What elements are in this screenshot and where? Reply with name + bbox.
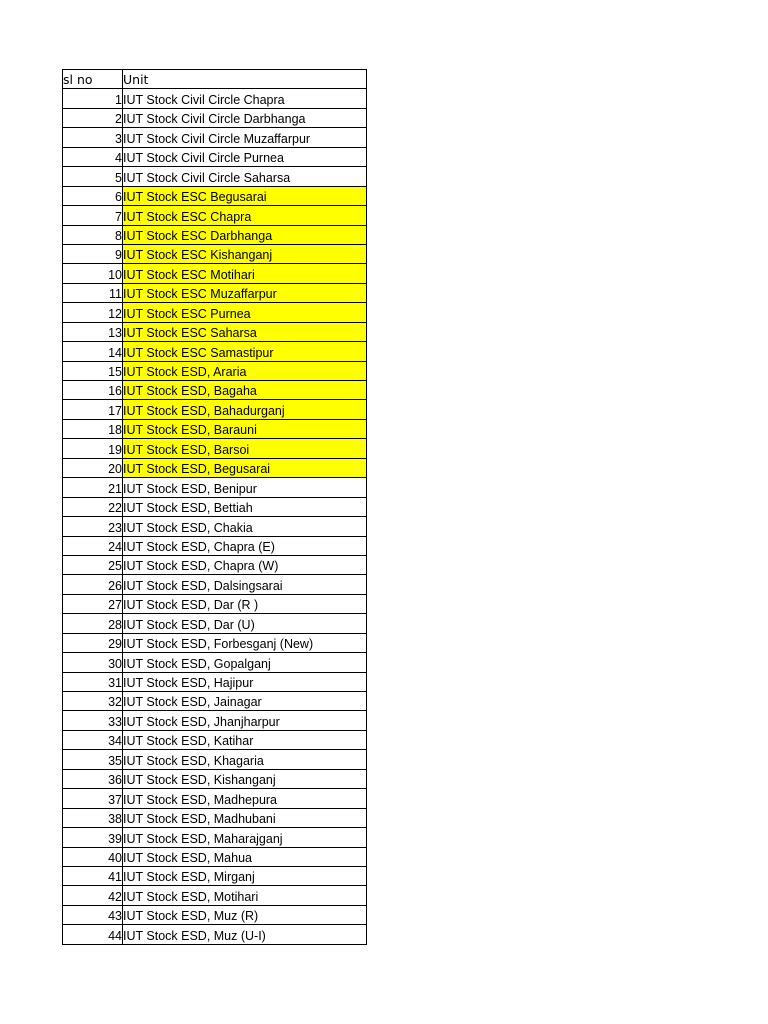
cell-unit: IUT Stock ESD, Khagaria bbox=[123, 750, 367, 769]
cell-unit: IUT Stock ESD, Mirganj bbox=[123, 866, 367, 885]
cell-unit: IUT Stock ESD, Forbesganj (New) bbox=[123, 633, 367, 652]
cell-sl-no: 22 bbox=[63, 497, 123, 516]
cell-unit: IUT Stock ESC Purnea bbox=[123, 303, 367, 322]
cell-unit: IUT Stock ESD, Araria bbox=[123, 361, 367, 380]
cell-unit: IUT Stock ESD, Barauni bbox=[123, 419, 367, 438]
table-row bbox=[63, 517, 367, 536]
cell-unit: IUT Stock ESD, Hajipur bbox=[123, 672, 367, 691]
cell-sl-no: 44 bbox=[63, 925, 123, 944]
header-unit: Unit bbox=[123, 70, 367, 89]
table-row bbox=[63, 536, 367, 555]
table-row bbox=[63, 439, 367, 458]
table-row bbox=[63, 711, 367, 730]
header-row bbox=[63, 70, 367, 89]
cell-sl-no: 10 bbox=[63, 264, 123, 283]
cell-unit: IUT Stock ESC Kishanganj bbox=[123, 244, 367, 263]
table-row bbox=[63, 808, 367, 827]
cell-sl-no: 8 bbox=[63, 225, 123, 244]
cell-unit: IUT Stock ESD, Jainagar bbox=[123, 692, 367, 711]
table-row bbox=[63, 108, 367, 127]
table-row bbox=[63, 633, 367, 652]
table-row bbox=[63, 789, 367, 808]
cell-unit: IUT Stock ESD, Chapra (W) bbox=[123, 555, 367, 574]
cell-sl-no: 28 bbox=[63, 614, 123, 633]
table-row bbox=[63, 400, 367, 419]
cell-sl-no: 17 bbox=[63, 400, 123, 419]
cell-unit: IUT Stock ESC Muzaffarpur bbox=[123, 283, 367, 302]
cell-unit: IUT Stock ESD, Muz (U-I) bbox=[123, 925, 367, 944]
cell-sl-no: 37 bbox=[63, 789, 123, 808]
table-row bbox=[63, 866, 367, 885]
cell-sl-no: 4 bbox=[63, 147, 123, 166]
cell-sl-no: 9 bbox=[63, 244, 123, 263]
table-row bbox=[63, 672, 367, 691]
table-row bbox=[63, 381, 367, 400]
cell-sl-no: 20 bbox=[63, 458, 123, 477]
cell-unit: IUT Stock ESD, Maharajganj bbox=[123, 828, 367, 847]
cell-unit: IUT Stock ESC Motihari bbox=[123, 264, 367, 283]
cell-unit: IUT Stock ESD, Chapra (E) bbox=[123, 536, 367, 555]
cell-unit: IUT Stock ESD, Mahua bbox=[123, 847, 367, 866]
header-sl-no: sl no bbox=[63, 70, 123, 89]
cell-sl-no: 12 bbox=[63, 303, 123, 322]
table-row bbox=[63, 555, 367, 574]
cell-unit: IUT Stock ESD, Begusarai bbox=[123, 458, 367, 477]
table-row bbox=[63, 361, 367, 380]
cell-unit: IUT Stock ESD, Katihar bbox=[123, 730, 367, 749]
table-row bbox=[63, 828, 367, 847]
cell-unit: IUT Stock Civil Circle Chapra bbox=[123, 89, 367, 108]
cell-sl-no: 16 bbox=[63, 381, 123, 400]
cell-sl-no: 19 bbox=[63, 439, 123, 458]
unit-table bbox=[62, 69, 367, 945]
cell-sl-no: 41 bbox=[63, 866, 123, 885]
cell-unit: IUT Stock ESD, Benipur bbox=[123, 478, 367, 497]
cell-unit: IUT Stock ESC Saharsa bbox=[123, 322, 367, 341]
cell-unit: IUT Stock ESD, Madhubani bbox=[123, 808, 367, 827]
cell-unit: IUT Stock ESD, Bagaha bbox=[123, 381, 367, 400]
cell-sl-no: 13 bbox=[63, 322, 123, 341]
cell-sl-no: 39 bbox=[63, 828, 123, 847]
cell-unit: IUT Stock ESD, Dar (U) bbox=[123, 614, 367, 633]
cell-unit: IUT Stock Civil Circle Muzaffarpur bbox=[123, 128, 367, 147]
cell-unit: IUT Stock ESD, Chakia bbox=[123, 517, 367, 536]
cell-sl-no: 40 bbox=[63, 847, 123, 866]
cell-sl-no: 23 bbox=[63, 517, 123, 536]
cell-sl-no: 1 bbox=[63, 89, 123, 108]
table-row bbox=[63, 847, 367, 866]
cell-sl-no: 11 bbox=[63, 283, 123, 302]
cell-unit: IUT Stock ESD, Muz (R) bbox=[123, 905, 367, 924]
cell-sl-no: 2 bbox=[63, 108, 123, 127]
cell-sl-no: 35 bbox=[63, 750, 123, 769]
cell-sl-no: 26 bbox=[63, 575, 123, 594]
cell-sl-no: 6 bbox=[63, 186, 123, 205]
table-row bbox=[63, 89, 367, 108]
table-row bbox=[63, 128, 367, 147]
table-row bbox=[63, 886, 367, 905]
cell-sl-no: 5 bbox=[63, 167, 123, 186]
cell-unit: IUT Stock ESD, Dar (R ) bbox=[123, 594, 367, 613]
cell-sl-no: 14 bbox=[63, 342, 123, 361]
cell-sl-no: 24 bbox=[63, 536, 123, 555]
table-row bbox=[63, 614, 367, 633]
cell-unit: IUT Stock ESD, Jhanjharpur bbox=[123, 711, 367, 730]
table-row bbox=[63, 206, 367, 225]
cell-sl-no: 36 bbox=[63, 769, 123, 788]
table-row bbox=[63, 186, 367, 205]
cell-sl-no: 33 bbox=[63, 711, 123, 730]
cell-sl-no: 43 bbox=[63, 905, 123, 924]
table-row bbox=[63, 769, 367, 788]
table-row bbox=[63, 167, 367, 186]
cell-sl-no: 3 bbox=[63, 128, 123, 147]
cell-unit: IUT Stock ESC Begusarai bbox=[123, 186, 367, 205]
cell-unit: IUT Stock ESC Darbhanga bbox=[123, 225, 367, 244]
cell-sl-no: 25 bbox=[63, 555, 123, 574]
cell-sl-no: 32 bbox=[63, 692, 123, 711]
cell-unit: IUT Stock ESD, Motihari bbox=[123, 886, 367, 905]
table-row bbox=[63, 478, 367, 497]
cell-sl-no: 38 bbox=[63, 808, 123, 827]
cell-sl-no: 7 bbox=[63, 206, 123, 225]
cell-sl-no: 18 bbox=[63, 419, 123, 438]
cell-unit: IUT Stock ESD, Bettiah bbox=[123, 497, 367, 516]
table-row bbox=[63, 653, 367, 672]
cell-sl-no: 30 bbox=[63, 653, 123, 672]
table-row bbox=[63, 575, 367, 594]
cell-unit: IUT Stock ESD, Bahadurganj bbox=[123, 400, 367, 419]
cell-sl-no: 27 bbox=[63, 594, 123, 613]
table-row bbox=[63, 905, 367, 924]
cell-sl-no: 15 bbox=[63, 361, 123, 380]
table-row bbox=[63, 750, 367, 769]
table-row bbox=[63, 322, 367, 341]
cell-unit: IUT Stock ESD, Barsoi bbox=[123, 439, 367, 458]
table-row bbox=[63, 225, 367, 244]
cell-unit: IUT Stock Civil Circle Saharsa bbox=[123, 167, 367, 186]
table-row bbox=[63, 244, 367, 263]
cell-sl-no: 29 bbox=[63, 633, 123, 652]
table-row bbox=[63, 497, 367, 516]
table-row bbox=[63, 419, 367, 438]
table-row bbox=[63, 458, 367, 477]
table-row bbox=[63, 283, 367, 302]
cell-unit: IUT Stock ESD, Madhepura bbox=[123, 789, 367, 808]
cell-sl-no: 21 bbox=[63, 478, 123, 497]
table-row bbox=[63, 594, 367, 613]
cell-sl-no: 31 bbox=[63, 672, 123, 691]
cell-unit: IUT Stock ESC Chapra bbox=[123, 206, 367, 225]
cell-sl-no: 42 bbox=[63, 886, 123, 905]
cell-unit: IUT Stock ESC Samastipur bbox=[123, 342, 367, 361]
cell-sl-no: 34 bbox=[63, 730, 123, 749]
cell-unit: IUT Stock Civil Circle Darbhanga bbox=[123, 108, 367, 127]
table-row bbox=[63, 692, 367, 711]
table-row bbox=[63, 925, 367, 944]
table-row bbox=[63, 342, 367, 361]
cell-unit: IUT Stock Civil Circle Purnea bbox=[123, 147, 367, 166]
cell-unit: IUT Stock ESD, Dalsingsarai bbox=[123, 575, 367, 594]
table-row bbox=[63, 264, 367, 283]
table-row bbox=[63, 147, 367, 166]
table-row bbox=[63, 730, 367, 749]
cell-unit: IUT Stock ESD, Kishanganj bbox=[123, 769, 367, 788]
table-body bbox=[63, 89, 367, 944]
cell-unit: IUT Stock ESD, Gopalganj bbox=[123, 653, 367, 672]
table-row bbox=[63, 303, 367, 322]
